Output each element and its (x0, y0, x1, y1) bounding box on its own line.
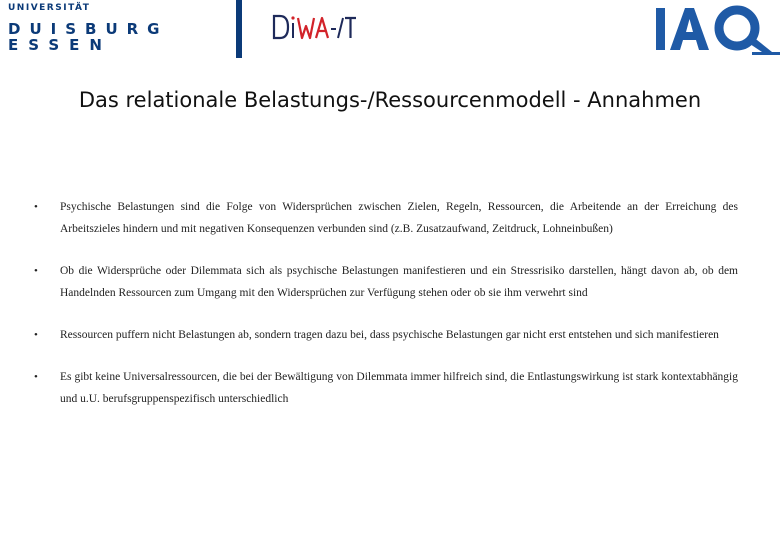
bullet-text: Ob die Widersprüche oder Dilemmata sich als psychische Belastungen manifestieren und ein Stressrisiko darstellen, hängt davon ab, ob dem Handelnden Ressourcen zum Umgang mit den Widersprüchen zur Verfügung stehen oder ob sie ihm verwehrt sind (60, 265, 738, 299)
ude-logo-duisburg-text: DUISBURG (8, 20, 169, 38)
ude-logo-university-text: UNIVERSITÄT (8, 3, 91, 13)
bullet-item (34, 366, 738, 410)
iaq-logo (652, 2, 780, 58)
bullet-text: Psychische Belastungen sind die Folge von Widersprüchen zwischen Zielen, Regeln, Ressourcen, die Arbeitende an der Erreichung des Arbeitszieles hindern und mit negativen Konsequenzen verbunden sind (z.B. Zusatzaufwand, Zeitdruck, Lohneinbußen) (60, 201, 738, 235)
ude-logo-bar (236, 0, 242, 58)
bullet-item (34, 196, 738, 240)
bullet-item (34, 260, 738, 304)
slide-header (0, 0, 780, 62)
bullet-icon: • (34, 329, 38, 341)
bullet-item (34, 324, 738, 346)
slide-title: Das relationale Belastungs-/Ressourcenmodell - Annahmen (78, 88, 702, 112)
diwa-it-logo-graphic (272, 10, 362, 44)
ude-logo-essen-text: ESSEN (8, 36, 112, 54)
bullet-text: Ressourcen puffern nicht Belastungen ab, sondern tragen dazu bei, dass psychische Belastungen gar nicht erst entstehen und sich manifestieren (60, 329, 719, 341)
diwa-it-logo (272, 10, 362, 44)
iaq-logo-graphic (652, 2, 780, 58)
university-duisburg-essen-logo (0, 0, 242, 58)
bullet-icon: • (34, 371, 38, 383)
bullet-text: Es gibt keine Universalressourcen, die bei der Bewältigung von Dilemmata immer hilfreich sind, die Entlastungswirkung ist stark kontextabhängig und u.U. berufsgruppenspezifisch unterschiedlich (60, 371, 738, 405)
bullet-list (34, 196, 738, 430)
bullet-icon: • (34, 201, 38, 213)
bullet-icon: • (34, 265, 38, 277)
